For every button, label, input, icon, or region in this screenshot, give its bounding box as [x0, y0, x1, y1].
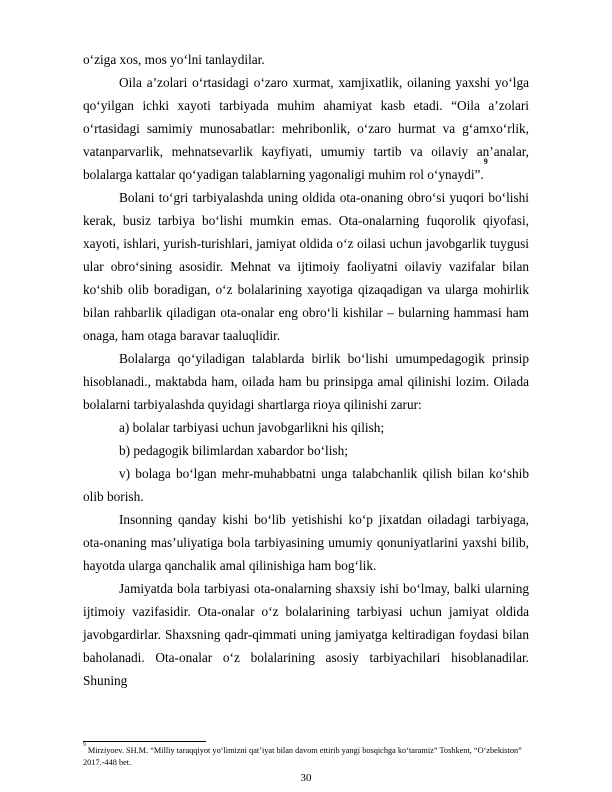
- footnote-separator: [83, 741, 206, 742]
- page-number: 30: [300, 772, 312, 784]
- paragraph-3: Bolani to‘gri tarbiyalashda uning oldida ota-onaning obro‘si yuqori bo‘lishi kerak, busiz tarbiya bo‘lishi mumkin emas. Ota-onalarning fuqorolik qiyofasi, xayoti, ishlari, yurish-turishlari, jamiyat oldida o‘z oilasi uchun javobgarlik tuygusi ular obro‘sining asosidir. Mehnat va ijtimoiy faoliyatni oilaviy vazifalar bilan ko‘shib olib boradigan, o‘z bolalarining xayotiga qizaqadigan va ularga mohirlik bilan rahbarlik qiladigan ota-onalar eng obro‘li kishilar – bularning hammasi ham onaga, ham otaga baravar taaluqlidir.: [83, 190, 529, 343]
- list-item-b: b) pedagogik bilimlardan xabardor bo‘lish;: [119, 443, 348, 458]
- paragraph-5: Insonning qanday kishi bo‘lib yetishishi ko‘p jixatdan oiladagi tarbiyaga, ota-onaning mas’uliyatiga bola tarbiyasining umumiy qonuniyatlarini yaxshi bilib, hayotda ularga qanchalik amal qilinishiga ham bog‘lik.: [83, 512, 529, 573]
- list-item-v: v) bolaga bo‘lgan mehr-muhabbatni unga talabchanlik qilish bilan ko‘shib olib borish.: [83, 466, 529, 504]
- document-body: [83, 48, 529, 692]
- paragraph-2-text: Oila a’zolari o‘rtasidagi o‘zaro xurmat, xamjixatlik, oilaning yaxshi yo‘lga qo‘yilgan ichki xayoti tarbiyada muhim ahamiyat kasb etadi. “Oila a’zolari o‘rtasidagi samimiy munosabatlar: mehribonlik, o‘zaro hurmat va g‘amxo‘rlik, vatanparvarlik, mehnatsevarlik kayfiyati, umumiy tartib va oilaviy an’analar, bolalarga kattalar qo‘yadigan talablarning yagonaligi muhim rol o‘ynaydi”.: [83, 75, 529, 182]
- list-item-a: a) bolalar tarbiyasi uchun javobgarlikni his qilish;: [119, 420, 385, 435]
- footnote-text: Mirziyoev. SH.M. “Milliy taraqqiyot yo‘limizni qat’iyat bilan davom ettirib yangi bosqichga ko‘taramiz” Toshkent, “O‘zbekiston” 2017.-448 bet.: [83, 746, 522, 767]
- paragraph-6: Jamiyatda bola tarbiyasi ota-onalarning shaxsiy ishi bo‘lmay, balki ularning ijtimoiy vazifasidir. Ota-onalar o‘z bolalarining tarbiyasi uchun jamiyat oldida javobgardirlar. Shaxsning qadr-qimmati uning jamiyatga keltiradigan foydasi bilan baholanadi. Ota-onalar o‘z bolalarining asosiy tarbiyachilari hisoblanadilar. Shuning: [83, 581, 529, 688]
- paragraph-2: [83, 71, 529, 186]
- paragraph-1: o‘ziga xos, mos yo‘lni tanlaydilar.: [83, 52, 265, 67]
- footnote: [83, 742, 529, 769]
- footnote-marker: 9: [83, 742, 86, 748]
- footnote-reference[interactable]: 9: [483, 157, 488, 166]
- paragraph-4: Bolalarga qo‘yiladigan talablarda birlik bo‘lishi umumpedagogik prinsip hisoblanadi., maktabda ham, oilada ham bu prinsipga amal qilinishi lozim. Oilada bolalarni tarbiyalashda quyidagi shartlarga rioya qilinishi zarur:: [83, 351, 529, 412]
